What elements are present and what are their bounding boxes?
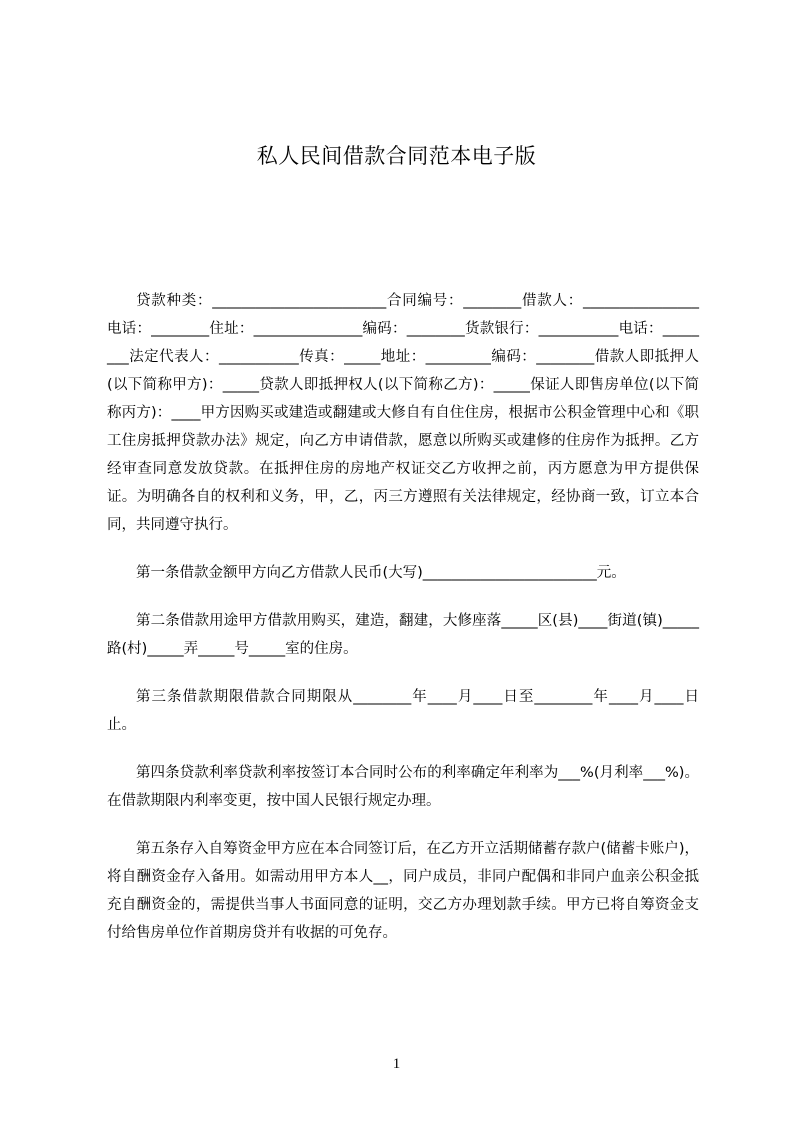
- paragraph-article-4: 第四条贷款利率贷款利率按签订本合同时公布的利率确定年利率为___%(月利率___%)。在借款期限内利率变更，按中国人民银行规定办理。: [107, 765, 699, 809]
- paragraph-article-1: 第一条借款金额甲方向乙方借款人民币(大写)________________________元。: [136, 565, 626, 581]
- page-number: 1: [392, 1056, 401, 1072]
- paragraph-gap: [107, 815, 699, 835]
- paragraph-gap: [107, 539, 699, 559]
- paragraph-gap: [107, 587, 699, 607]
- document-body: [107, 287, 699, 947]
- paragraph-article-2: 第二条借款用途甲方借款用购买，建造，翻建，大修座落_____区(县)____街道(镇)_____路(村)_____弄_____号_____室的住房。: [107, 613, 699, 657]
- paragraph-preamble: 贷款种类：________________________合同编号：________借款人：________________电话：________住址：_______________编码：________货款银行：___________电话：________法定代表人：___________传真：_____地址：_________编码：________借款人即抵押人(以下简称甲方)：_____贷款人即抵押权人(以下简称乙方)：_____保证人即售房单位(以下简称丙方)：____甲方因购买或建造或翻建或大修自有自住住房，根据市公积金管理中心和《职工住房抵押贷款办法》规定，向乙方申请借款，愿意以所购买或建修的住房作为抵押。乙方经审查同意发放贷款。在抵押住房的房地产权证交乙方收押之前，丙方愿意为甲方提供保证。为明确各自的权利和义务，甲，乙，丙三方遵照有关法律规定，经协商一致，订立本合同，共同遵守执行。: [107, 293, 699, 533]
- paragraph-gap: [107, 739, 699, 759]
- paragraph-article-5: 第五条存入自筹资金甲方应在本合同签订后，在乙方开立活期储蓄存款户(储蓄卡账户)，将自酬资金存入备用。如需动用甲方本人__，同户成员，非同户配偶和非同户血亲公积金抵充自酬资金的，需提供当事人书面同意的证明，交乙方办理划款手续。甲方已将自筹资金支付给售房单位作首期房贷并有收据的可免存。: [107, 841, 699, 941]
- paragraph-gap: [107, 663, 699, 683]
- document-title: 私人民间借款合同范本电子版: [256, 144, 537, 168]
- paragraph-article-3: 第三条借款期限借款合同期限从________年____月____日至________年____月____日止。: [107, 689, 699, 733]
